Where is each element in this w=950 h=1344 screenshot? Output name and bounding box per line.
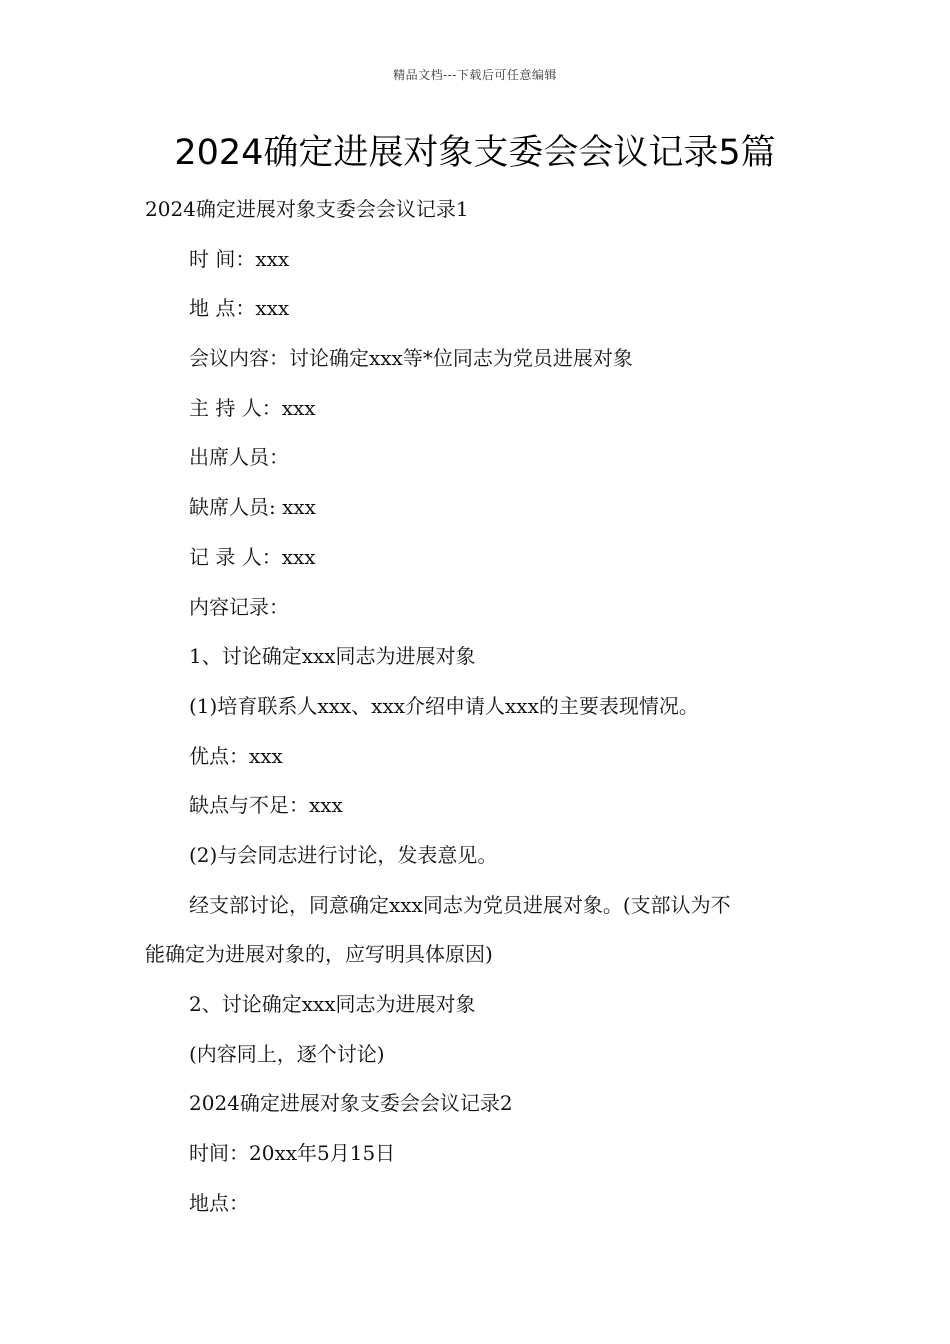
paragraph-line: (2)与会同志进行讨论，发表意见。: [189, 842, 498, 867]
paragraph-line: 缺席人员: xxx: [189, 495, 316, 520]
document-body: [145, 185, 815, 1228]
paragraph-line: (内容同上，逐个讨论): [189, 1041, 385, 1066]
paragraph-line: (1)培育联系人xxx、xxx介绍申请人xxx的主要表现情况。: [189, 693, 699, 718]
paragraph-line: 2、讨论确定xxx同志为进展对象: [189, 992, 476, 1016]
paragraph-line: 时间：20xx年5月15日: [189, 1141, 396, 1166]
paragraph-line: 优点：xxx: [189, 743, 283, 768]
paragraph-line: 2024确定进展对象支委会会议记录1: [145, 197, 469, 221]
paragraph-line: 记 录 人：xxx: [189, 544, 316, 569]
paragraph-line: 能确定为进展对象的，应写明具体原因): [145, 942, 493, 967]
paragraph-line: 时 间：xxx: [189, 246, 290, 271]
paragraph-line: 会议内容：讨论确定xxx等*位同志为党员进展对象: [189, 346, 633, 371]
paragraph-line: 出席人员：: [189, 445, 289, 470]
paragraph-line: 地点：: [189, 1190, 249, 1215]
paragraph-line: 内容记录：: [189, 594, 289, 619]
header-note: 精品文档---下载后可任意编辑: [393, 68, 557, 82]
paragraph-line: 2024确定进展对象支委会会议记录2: [189, 1091, 513, 1116]
paragraph-line: 缺点与不足：xxx: [189, 793, 343, 818]
paragraph-line: 主 持 人：xxx: [189, 395, 316, 420]
document-title: 2024确定进展对象支委会会议记录5篇: [174, 133, 776, 173]
paragraph-line: 1、讨论确定xxx同志为进展对象: [189, 644, 476, 669]
paragraph-line: 地 点：xxx: [189, 296, 290, 321]
paragraph-line: 经支部讨论，同意确定xxx同志为党员进展对象。(支部认为不: [189, 892, 731, 917]
